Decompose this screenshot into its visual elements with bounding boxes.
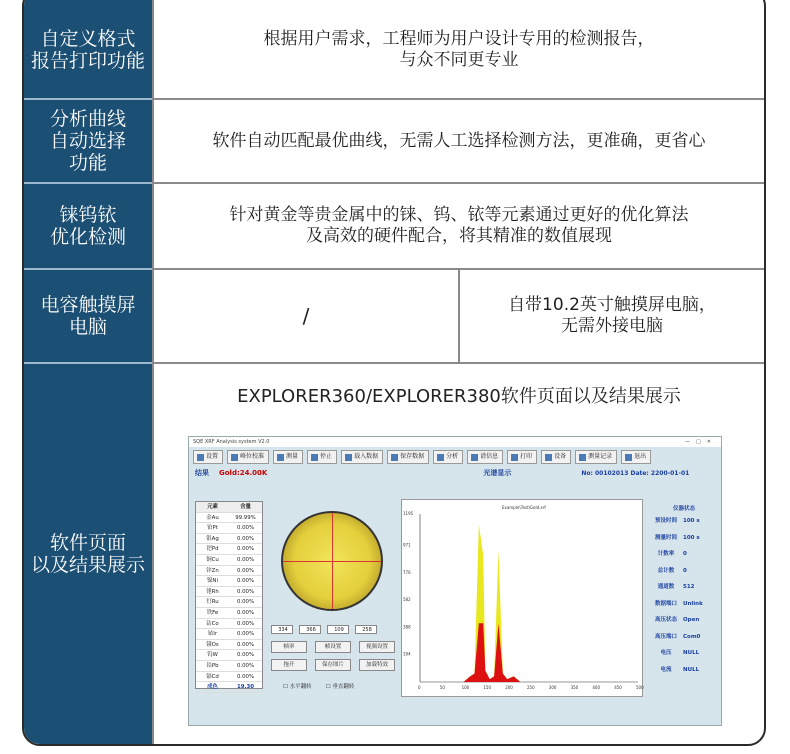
camera-button[interactable]: 视频设置 (359, 641, 395, 653)
toolbar-button-label: 设置 (206, 453, 219, 460)
info-row (649, 594, 719, 611)
label-line: 优化检测 (49, 226, 126, 248)
status-bar (189, 467, 721, 479)
toolbar-icon (545, 454, 552, 461)
element-name: 铂Pt (207, 525, 218, 532)
table-row (196, 576, 262, 587)
x-tick-label: 250 (527, 685, 535, 690)
toolbar-icon (511, 454, 518, 461)
info-value: 100 s (683, 518, 700, 524)
element-table (195, 501, 263, 689)
toolbar-button[interactable] (541, 450, 571, 464)
row-label (24, 270, 152, 364)
table-row (196, 513, 262, 524)
row-report-print (24, 0, 764, 100)
toolbar-button-label: 打印 (520, 453, 533, 460)
element-value: 0.00% (236, 546, 255, 553)
info-row (649, 660, 719, 677)
x-tick-label: 100 (461, 685, 470, 690)
table-row (196, 619, 262, 630)
row-text (152, 100, 764, 184)
info-value: 100 s (683, 534, 700, 541)
result-label: 结果 (195, 468, 209, 477)
element-value: 0.00% (236, 620, 255, 627)
text-line: 软件自动匹配最优曲线，无需人工选择检测方法，更准确，更省心 (212, 130, 706, 151)
spectrum-chart (401, 499, 643, 697)
toolbar-icon (471, 454, 478, 461)
window-controls[interactable]: —□✕ (685, 439, 717, 445)
info-value: NULL (683, 650, 700, 656)
row-label (24, 100, 152, 184)
text-line: 针对黄金等贵金属中的铼、钨、铱等元素通过更好的优化算法 (229, 205, 689, 225)
x-tick-label: 500 (636, 685, 644, 690)
info-row (649, 511, 719, 528)
x-tick-label: 150 (483, 685, 492, 690)
toolbar-button-label: 分析 (446, 453, 459, 460)
element-name: 铅Pb (206, 662, 219, 669)
element-name: 钨W (207, 652, 218, 659)
x-tick-label: 200 (505, 685, 513, 690)
row-software (24, 364, 764, 744)
spectrum-area-2 (420, 525, 638, 682)
info-key: 通道数 (657, 584, 675, 590)
element-value: 0.00% (236, 641, 255, 648)
text-line: 与众不同更专业 (399, 50, 519, 70)
result-value: Gold:24.00K (219, 468, 268, 477)
chart-header: Example\Test\Gold.xrf (502, 505, 546, 510)
toolbar-button-label: 设备 (554, 453, 567, 460)
spec-table-frame (22, 0, 766, 746)
element-value: 0.00% (236, 609, 255, 616)
info-key: 高压端口 (654, 633, 677, 640)
element-name: 锌Zn (206, 567, 219, 574)
element-name: 钌Ru (206, 599, 219, 606)
info-value: Open (683, 617, 700, 623)
element-value: 0.00% (236, 631, 255, 638)
text-line: 及高效的硬件配合，将其精准的数值展现 (306, 226, 612, 246)
toolbar-icon (437, 454, 444, 461)
table-row (196, 661, 262, 672)
toolbar-icon (311, 454, 318, 461)
camera-buttons (271, 641, 395, 671)
info-value: NULL (683, 666, 700, 673)
element-name: 铜Cu (206, 556, 219, 563)
spec-table (24, 0, 764, 744)
camera-button[interactable]: 帧设置 (315, 641, 351, 653)
element-name: 镉Cd (206, 673, 219, 680)
element-value: 0.00% (236, 556, 255, 563)
purity-value: 19.30 (236, 684, 255, 691)
row-label (24, 364, 152, 744)
element-name: 银Ag (206, 535, 219, 542)
camera-inputs (271, 625, 377, 634)
showcase-area (154, 364, 764, 744)
info-row (649, 577, 719, 594)
info-value: 0 (683, 567, 687, 574)
software-showcase (152, 364, 764, 744)
flip-checkbox[interactable]: ☐ 垂直翻转 (325, 684, 355, 690)
info-key: 预设时间 (654, 518, 677, 524)
row-re-w-ir (24, 184, 764, 270)
info-key: 电流 (660, 666, 672, 673)
table-row (196, 640, 262, 651)
table-row (196, 544, 262, 555)
row-text (152, 184, 764, 270)
toolbar-button[interactable] (433, 450, 463, 464)
label-line: 电脑 (68, 316, 107, 338)
toolbar-button-label: 峰位校准 (240, 453, 265, 460)
y-tick-label: 582 (403, 597, 411, 603)
toolbar-icon (345, 454, 352, 461)
element-name: 镍Ni (207, 578, 218, 585)
element-name: 锇Os (206, 641, 219, 648)
info-value: 512 (683, 584, 695, 590)
info-key: 电压 (660, 650, 672, 656)
record-no: No: 00102013 Date: 2200-01-01 (581, 469, 690, 477)
toolbar-icon (197, 454, 204, 461)
instrument-info (649, 499, 719, 676)
table-row (196, 523, 262, 534)
element-value: 0.00% (236, 535, 255, 542)
table-row (196, 597, 262, 608)
table-row (196, 566, 262, 577)
row-right-value (458, 270, 764, 364)
table-row (196, 672, 262, 683)
row-curve-select (24, 100, 764, 184)
element-value: 0.00% (236, 652, 255, 659)
toolbar-icon (579, 454, 586, 461)
table-header (196, 502, 262, 513)
toolbar-button[interactable] (307, 450, 337, 464)
info-key: 测量时间 (654, 534, 677, 541)
element-name: 金Au (206, 514, 219, 521)
toolbar-button[interactable] (341, 450, 383, 464)
x-tick-label: 400 (592, 685, 601, 690)
element-value: 0.00% (236, 578, 255, 585)
label-line: 铼钨铱 (59, 204, 117, 226)
row-touchscreen (24, 270, 764, 364)
info-key: 数据端口 (654, 600, 677, 607)
sample-image (281, 511, 383, 611)
toolbar-button-label: 保存数据 (400, 453, 425, 460)
window-titlebar (189, 437, 721, 447)
x-tick-label: 50 (439, 685, 445, 690)
info-row (649, 561, 719, 578)
window-title: SQE XRF Analysis system V2.0 (193, 439, 270, 445)
toolbar-button-label: 停止 (320, 453, 333, 460)
info-value: 0 (683, 551, 687, 557)
y-tick-label: 971 (403, 542, 411, 548)
camera-input[interactable]: 366 (299, 625, 321, 634)
element-value: 0.00% (236, 525, 255, 532)
info-key: 总计数 (657, 567, 675, 574)
spectrum-label: 光谱显示 (483, 468, 512, 477)
info-value: Com0 (683, 633, 701, 640)
showcase-title: EXPLORER360/EXPLORER380软件页面以及结果展示 (237, 386, 681, 407)
text-line: 自带10.2英寸触摸屏电脑， (508, 295, 716, 315)
element-value: 0.00% (236, 599, 255, 606)
info-header: 仪器状态 (672, 506, 695, 512)
label-line: 电容触摸屏 (40, 294, 136, 316)
toolbar-button[interactable] (387, 450, 429, 464)
element-value: 0.00% (236, 567, 255, 574)
element-value: 0.00% (236, 673, 255, 680)
camera-input[interactable]: 109 (327, 625, 349, 634)
toolbar-icon (277, 454, 284, 461)
table-row (196, 534, 262, 545)
camera-checks (283, 677, 354, 698)
toolbar-button[interactable] (273, 450, 303, 464)
spectrum-area-1 (420, 623, 638, 682)
element-value: 0.00% (236, 662, 255, 669)
camera-panel (269, 501, 397, 697)
toolbar-button-label: 谱信息 (480, 453, 499, 460)
table-row (196, 587, 262, 598)
label-line: 分析曲线 (49, 108, 126, 130)
camera-button[interactable]: 加载特效 (359, 659, 395, 671)
label-line: 功能 (68, 152, 107, 174)
label-line: 自动选择 (49, 130, 126, 152)
toolbar-button-label: 测量 (286, 453, 299, 460)
element-name: 钯Pd (206, 546, 219, 553)
header-cell: 元素 (207, 504, 218, 510)
header-cell: 含量 (240, 504, 251, 510)
element-name: 铱Ir (207, 631, 218, 638)
flip-checkbox[interactable]: ☐ 水平翻转 (283, 684, 312, 690)
table-row (196, 650, 262, 661)
x-tick-label: 0 (418, 685, 421, 690)
element-name: 钴Co (206, 620, 219, 627)
y-tick-label: 776 (403, 569, 411, 575)
toolbar-button-label: 退出 (634, 453, 647, 460)
table-row (196, 608, 262, 619)
camera-button[interactable]: 拖开 (271, 659, 307, 671)
info-row (649, 643, 719, 660)
toolbar-button[interactable] (507, 450, 537, 464)
toolbar-button-label: 测量记录 (588, 453, 613, 460)
camera-input[interactable]: 334 (271, 625, 293, 634)
toolbar-icon (391, 454, 398, 461)
purity-row (196, 682, 262, 693)
toolbar-icon (625, 454, 632, 461)
label-line: 报告打印功能 (30, 50, 145, 72)
label-line: 以及结果展示 (30, 554, 145, 576)
table-row (196, 629, 262, 640)
info-value: Unlink (683, 600, 703, 607)
purity-label: 成色 (207, 684, 218, 691)
camera-button[interactable]: 帧率 (271, 641, 307, 653)
element-value: 99.99% (235, 514, 256, 521)
info-row (649, 610, 719, 627)
camera-button[interactable]: 保存图片 (315, 659, 351, 671)
spectrum-area-0 (420, 672, 638, 682)
info-key: 高压状态 (654, 617, 677, 623)
y-tick-label: 1195 (403, 511, 414, 516)
y-tick-label: 194 (403, 651, 411, 657)
x-tick-label: 300 (548, 685, 557, 690)
element-name: 铑Rh (206, 588, 219, 595)
software-window (188, 436, 722, 726)
info-row (649, 528, 719, 545)
info-row (649, 544, 719, 561)
y-tick-label: 388 (403, 624, 411, 630)
camera-input[interactable]: 258 (355, 625, 377, 634)
x-tick-label: 350 (570, 685, 579, 690)
text-line: 无需外接电脑 (560, 316, 663, 336)
spectrum-svg (402, 500, 644, 698)
row-text (152, 0, 764, 100)
info-key: 计数率 (657, 551, 675, 557)
x-tick-label: 450 (614, 685, 622, 690)
text-line: 根据用户需求，工程师为用户设计专用的检测报告， (263, 29, 655, 49)
element-value: 0.00% (236, 588, 255, 595)
label-line: 自定义格式 (40, 28, 136, 50)
element-name: 铁Fe (206, 609, 219, 616)
table-row (196, 555, 262, 566)
row-label (24, 184, 152, 270)
row-label (24, 0, 152, 100)
info-row (649, 627, 719, 644)
toolbar-icon (231, 454, 238, 461)
toolbar-button-label: 载入数据 (354, 453, 379, 460)
label-line: 软件页面 (49, 532, 126, 554)
row-left-value: / (152, 270, 458, 364)
